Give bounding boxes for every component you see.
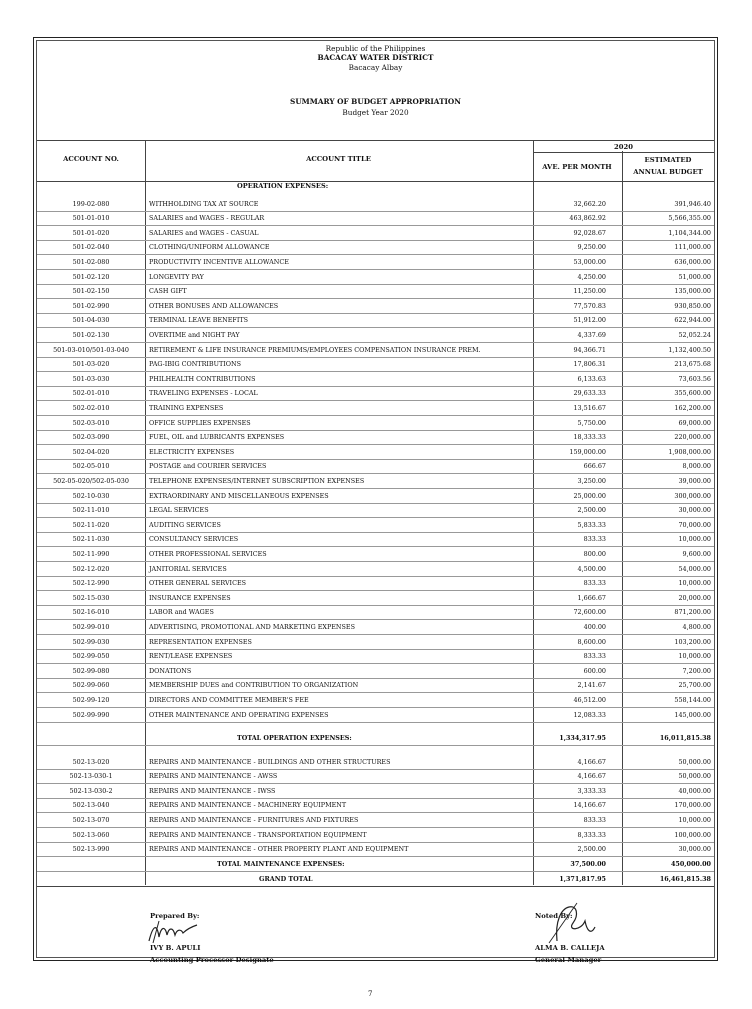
account-no-cell: 502-15-030 xyxy=(72,593,110,602)
ave-per-month-cell: 4,250.00 xyxy=(577,272,606,281)
account-title-cell: DONATIONS xyxy=(149,666,192,675)
ave-per-month-cell: 18,333.33 xyxy=(573,433,606,442)
ave-per-month-cell: 92,028.67 xyxy=(573,228,606,237)
account-title-cell: TELEPHONE EXPENSES/INTERNET SUBSCRIPTION EXPENSES xyxy=(149,476,365,485)
account-no-cell: 502-13-060 xyxy=(72,830,110,839)
col-estimated: ESTIMATED xyxy=(644,156,692,164)
account-no-cell: 502-11-030 xyxy=(72,535,110,544)
ave-per-month-cell: 833.33 xyxy=(583,535,606,544)
table-row xyxy=(37,459,714,475)
annual-budget-cell: 103,200.00 xyxy=(674,637,711,646)
maintenance-total-row xyxy=(37,856,714,872)
account-no-cell: 501-03-030 xyxy=(72,374,110,383)
account-no-cell: 502-01-010 xyxy=(72,389,110,398)
account-no-cell: 502-12-990 xyxy=(72,579,110,588)
ave-per-month-cell: 32,662.20 xyxy=(573,199,606,208)
account-title-cell: OTHER BONUSES AND ALLOWANCES xyxy=(149,301,279,310)
account-no-cell: 502-03-090 xyxy=(72,433,110,442)
annual-budget-cell: 135,000.00 xyxy=(674,287,711,296)
annual-budget-cell: 5,566,355.00 xyxy=(668,214,711,223)
account-title-cell: ADVERTISING, PROMOTIONAL AND MARKETING EXPENSES xyxy=(149,622,355,631)
header-district: BACACAY WATER DISTRICT xyxy=(317,53,434,63)
table-row xyxy=(37,284,714,300)
account-no-cell: 501-04-030 xyxy=(72,316,110,325)
table-row xyxy=(37,240,714,256)
ave-per-month-cell: 800.00 xyxy=(583,549,606,558)
account-no-cell: 502-05-010 xyxy=(72,462,110,471)
year-divider xyxy=(533,152,714,153)
account-title-cell: CLOTHING/UNIFORM ALLOWANCE xyxy=(149,243,270,252)
ave-per-month-cell: 4,166.67 xyxy=(577,757,606,766)
ave-per-month-cell: 2,500.00 xyxy=(577,506,606,515)
annual-budget-cell: 10,000.00 xyxy=(678,652,711,661)
annual-budget-cell: 4,800.00 xyxy=(682,622,711,631)
account-no-cell: 502-16-010 xyxy=(72,608,110,617)
annual-budget-cell: 39,000.00 xyxy=(678,476,711,485)
annual-budget-cell: 51,000.00 xyxy=(678,272,711,281)
table-row xyxy=(37,576,714,592)
account-title-cell: AUDITING SERVICES xyxy=(149,520,221,529)
header-title-block xyxy=(37,97,714,118)
maintenance-total-est: 450,000.00 xyxy=(670,859,711,868)
table-row xyxy=(37,517,714,533)
account-no-cell: 502-11-020 xyxy=(72,520,110,529)
account-no-cell: 501-02-120 xyxy=(72,272,110,281)
account-title-cell: EXTRAORDINARY AND MISCELLANEOUS EXPENSES xyxy=(149,491,329,500)
account-no-cell: 502-99-030 xyxy=(72,637,110,646)
account-no-cell: 502-04-020 xyxy=(72,447,110,456)
table-row xyxy=(37,590,714,606)
ave-per-month-cell: 5,750.00 xyxy=(577,418,606,427)
account-no-cell: 501-01-010 xyxy=(72,214,110,223)
annual-budget-cell: 50,000.00 xyxy=(678,757,711,766)
account-title-cell: REPAIRS AND MAINTENANCE - BUILDINGS AND OTHER STRUCTURES xyxy=(149,757,391,766)
table-row xyxy=(37,503,714,519)
account-title-cell: FUEL, OIL and LUBRICANTS EXPENSES xyxy=(149,433,285,442)
annual-budget-cell: 930,850.00 xyxy=(674,301,711,310)
account-no-cell: 502-11-010 xyxy=(72,506,110,515)
noted-position: General Manager xyxy=(535,956,602,964)
account-title-cell: REPAIRS AND MAINTENANCE - AWSS xyxy=(149,772,278,781)
table-row xyxy=(37,812,714,828)
table-row xyxy=(37,342,714,358)
table-row xyxy=(37,546,714,562)
account-no-cell: 502-13-990 xyxy=(72,845,110,854)
account-no-cell: 502-99-060 xyxy=(72,681,110,690)
table-row xyxy=(37,707,714,723)
account-no-cell: 502-99-990 xyxy=(72,710,110,719)
annual-budget-cell: 10,000.00 xyxy=(678,535,711,544)
account-no-cell: 502-99-050 xyxy=(72,652,110,661)
account-title-cell: MEMBERSHIP DUES and CONTRIBUTION TO ORGANIZATION xyxy=(149,681,359,690)
table-row xyxy=(37,254,714,270)
account-title-cell: RETIREMENT & LIFE INSURANCE PREMIUMS/EMPLOYEES COMPENSATION INSURANCE PREM. xyxy=(149,345,481,354)
maintenance-total-label: TOTAL MAINTENANCE EXPENSES: xyxy=(217,859,345,868)
account-title-cell: TRAINING EXPENSES xyxy=(149,403,224,412)
ave-per-month-cell: 11,250.00 xyxy=(573,287,606,296)
ave-per-month-cell: 94,366.71 xyxy=(573,345,606,354)
ave-per-month-cell: 3,250.00 xyxy=(577,476,606,485)
operation-total-row xyxy=(37,730,714,746)
annual-budget-cell: 1,908,000.00 xyxy=(668,447,711,456)
annual-budget-cell: 25,700.00 xyxy=(678,681,711,690)
annual-budget-cell: 391,946.40 xyxy=(674,199,711,208)
ave-per-month-cell: 8,600.00 xyxy=(577,637,606,646)
account-no-cell: 501-03-010/501-03-040 xyxy=(53,345,129,354)
grand-total-est: 16,461,815.38 xyxy=(659,874,711,883)
col-account-title: ACCOUNT TITLE xyxy=(306,155,371,163)
header-location: Bacacay Albay xyxy=(348,62,403,72)
page-number: 7 xyxy=(368,990,373,998)
table-row xyxy=(37,754,714,770)
annual-budget-cell: 8,000.00 xyxy=(682,462,711,471)
annual-budget-cell: 1,104,344.00 xyxy=(668,228,711,237)
table-row xyxy=(37,488,714,504)
account-title-cell: TERMINAL LEAVE BENEFITS xyxy=(149,316,249,325)
account-no-cell: 502-13-030-1 xyxy=(69,772,113,781)
account-title-cell: REPAIRS AND MAINTENANCE - TRANSPORTATION EQUIPMENT xyxy=(149,830,367,839)
noted-by-label: Noted By: xyxy=(535,912,573,920)
annual-budget-cell: 52,052.24 xyxy=(678,330,711,339)
ave-per-month-cell: 833.33 xyxy=(583,815,606,824)
ave-per-month-cell: 14,166.67 xyxy=(573,801,606,810)
table-row xyxy=(37,619,714,635)
table-row xyxy=(37,196,714,212)
ave-per-month-cell: 72,600.00 xyxy=(573,608,606,617)
account-no-cell: 502-13-030-2 xyxy=(69,786,113,795)
account-title-cell: LABOR and WAGES xyxy=(149,608,214,617)
account-title-cell: OTHER MAINTENANCE AND OPERATING EXPENSES xyxy=(149,710,329,719)
table-row xyxy=(37,225,714,241)
operation-total-label: TOTAL OPERATION EXPENSES: xyxy=(237,733,352,742)
table-row xyxy=(37,313,714,329)
annual-budget-cell: 50,000.00 xyxy=(678,772,711,781)
table-row xyxy=(37,386,714,402)
ave-per-month-cell: 6,133.63 xyxy=(577,374,606,383)
account-no-cell: 502-12-020 xyxy=(72,564,110,573)
account-no-cell: 502-10-030 xyxy=(72,491,110,500)
ave-per-month-cell: 5,833.33 xyxy=(577,520,606,529)
account-title-cell: CONSULTANCY SERVICES xyxy=(149,535,239,544)
annual-budget-cell: 355,600.00 xyxy=(674,389,711,398)
account-no-cell: 502-13-020 xyxy=(72,757,110,766)
ave-per-month-cell: 833.33 xyxy=(583,652,606,661)
col-year: 2020 xyxy=(614,143,633,151)
annual-budget-cell: 162,200.00 xyxy=(674,403,711,412)
annual-budget-cell: 871,200.00 xyxy=(674,608,711,617)
column-header-row xyxy=(37,140,714,182)
annual-budget-cell: 9,600.00 xyxy=(682,549,711,558)
annual-budget-cell: 170,000.00 xyxy=(674,801,711,810)
account-title-cell: PRODUCTIVITY INCENTIVE ALLOWANCE xyxy=(149,257,289,266)
account-title-cell: REPRESENTATION EXPENSES xyxy=(149,637,252,646)
ave-per-month-cell: 8,333.33 xyxy=(577,830,606,839)
table-row xyxy=(37,269,714,285)
budget-year: Budget Year 2020 xyxy=(342,108,409,118)
annual-budget-cell: 7,200.00 xyxy=(682,666,711,675)
annual-budget-cell: 69,000.00 xyxy=(678,418,711,427)
document-frame xyxy=(33,37,718,964)
table-row xyxy=(37,692,714,708)
account-no-cell: 502-99-120 xyxy=(72,695,110,704)
ave-per-month-cell: 9,250.00 xyxy=(577,243,606,252)
account-title-cell: SALARIES and WAGES - CASUAL xyxy=(149,228,259,237)
noted-name: ALMA B. CALLEJA xyxy=(535,944,605,952)
grand-total-ave: 1,371,817.95 xyxy=(559,874,606,883)
operation-total-est: 16,011,815.38 xyxy=(659,733,711,742)
maintenance-total-ave: 37,500.00 xyxy=(570,859,606,868)
account-no-cell: 501-02-130 xyxy=(72,330,110,339)
annual-budget-cell: 54,000.00 xyxy=(678,564,711,573)
table-row xyxy=(37,532,714,548)
annual-budget-cell: 70,000.00 xyxy=(678,520,711,529)
account-title-cell: OFFICE SUPPLIES EXPENSES xyxy=(149,418,251,427)
account-no-cell: 502-13-070 xyxy=(72,815,110,824)
account-no-cell: 501-03-020 xyxy=(72,360,110,369)
account-no-cell: 502-11-990 xyxy=(72,549,110,558)
account-no-cell: 502-99-010 xyxy=(72,622,110,631)
header-republic: Republic of the Philippines xyxy=(325,44,426,53)
ave-per-month-cell: 2,500.00 xyxy=(577,845,606,854)
ave-per-month-cell: 29,633.33 xyxy=(573,389,606,398)
col-ave-per-month: AVE. PER MONTH xyxy=(542,163,612,171)
table-row xyxy=(37,605,714,621)
table-row xyxy=(37,415,714,431)
table-row xyxy=(37,561,714,577)
table-row xyxy=(37,678,714,694)
table-row xyxy=(37,649,714,665)
account-no-cell: 502-02-010 xyxy=(72,403,110,412)
prepared-signature xyxy=(145,917,205,947)
account-no-cell: 501-02-150 xyxy=(72,287,110,296)
annual-budget-cell: 111,000.00 xyxy=(674,243,711,252)
table-row xyxy=(37,798,714,814)
table-row xyxy=(37,769,714,785)
ave-per-month-cell: 17,806.31 xyxy=(573,360,606,369)
ave-per-month-cell: 159,000.00 xyxy=(569,447,606,456)
annual-budget-cell: 30,000.00 xyxy=(678,506,711,515)
account-title-cell: REPAIRS AND MAINTENANCE - IWSS xyxy=(149,786,276,795)
annual-budget-cell: 636,000.00 xyxy=(674,257,711,266)
account-title-cell: REPAIRS AND MAINTENANCE - FURNITURES AND FIXTURES xyxy=(149,815,359,824)
account-no-cell: 502-05-020/502-05-030 xyxy=(53,476,129,485)
account-title-cell: POSTAGE and COURIER SERVICES xyxy=(149,462,267,471)
annual-budget-cell: 40,000.00 xyxy=(678,786,711,795)
account-title-cell: ELECTRICITY EXPENSES xyxy=(149,447,235,456)
summary-title: SUMMARY OF BUDGET APPROPRIATION xyxy=(290,97,461,106)
account-no-cell: 199-02-080 xyxy=(72,199,110,208)
table-row xyxy=(37,211,714,227)
table-row xyxy=(37,298,714,314)
account-title-cell: OVERTIME and NIGHT PAY xyxy=(149,330,240,339)
annual-budget-cell: 10,000.00 xyxy=(678,815,711,824)
table-row xyxy=(37,663,714,679)
ave-per-month-cell: 400.00 xyxy=(583,622,606,631)
account-title-cell: REPAIRS AND MAINTENANCE - OTHER PROPERTY PLANT AND EQUIPMENT xyxy=(149,845,409,854)
annual-budget-cell: 220,000.00 xyxy=(674,433,711,442)
prepared-position: Accounting Processor Designate xyxy=(150,956,274,964)
ave-per-month-cell: 666.67 xyxy=(583,462,606,471)
ave-per-month-cell: 53,000.00 xyxy=(573,257,606,266)
ave-per-month-cell: 51,912.00 xyxy=(573,316,606,325)
col-annual-budget: ANNUAL BUDGET xyxy=(633,168,703,176)
table-row xyxy=(37,400,714,416)
account-no-cell: 502-03-010 xyxy=(72,418,110,427)
annual-budget-cell: 558,144.00 xyxy=(674,695,711,704)
account-no-cell: 501-02-990 xyxy=(72,301,110,310)
header-block xyxy=(37,44,714,72)
table-row xyxy=(37,473,714,489)
account-title-cell: REPAIRS AND MAINTENANCE - MACHINERY EQUIPMENT xyxy=(149,801,347,810)
table-row xyxy=(37,783,714,799)
ave-per-month-cell: 463,862.92 xyxy=(569,214,606,223)
table-row xyxy=(37,827,714,843)
annual-budget-cell: 622,944.00 xyxy=(674,316,711,325)
prepared-by-label: Prepared By: xyxy=(150,912,200,920)
account-no-cell: 502-99-080 xyxy=(72,666,110,675)
ave-per-month-cell: 4,500.00 xyxy=(577,564,606,573)
account-no-cell: 501-01-020 xyxy=(72,228,110,237)
account-title-cell: WITHHOLDING TAX AT SOURCE xyxy=(149,199,259,208)
grand-total-row xyxy=(37,871,714,887)
account-title-cell: OTHER PROFESSIONAL SERVICES xyxy=(149,549,267,558)
ave-per-month-cell: 833.33 xyxy=(583,579,606,588)
account-title-cell: LEGAL SERVICES xyxy=(149,506,209,515)
table-row xyxy=(37,371,714,387)
ave-per-month-cell: 46,512.00 xyxy=(573,695,606,704)
col-account-no: ACCOUNT NO. xyxy=(63,155,119,163)
annual-budget-cell: 20,000.00 xyxy=(678,593,711,602)
account-title-cell: TRAVELING EXPENSES - LOCAL xyxy=(149,389,258,398)
account-title-cell: SALARIES and WAGES - REGULAR xyxy=(149,214,265,223)
table-row xyxy=(37,634,714,650)
annual-budget-cell: 213,675.68 xyxy=(674,360,711,369)
account-title-cell: DIRECTORS AND COMMITTEE MEMBER'S FEE xyxy=(149,695,309,704)
table-row xyxy=(37,327,714,343)
ave-per-month-cell: 12,083.33 xyxy=(573,710,606,719)
ave-per-month-cell: 25,000.00 xyxy=(573,491,606,500)
table-row xyxy=(37,357,714,373)
account-title-cell: OTHER GENERAL SERVICES xyxy=(149,579,247,588)
operation-section-label: OPERATION EXPENSES: xyxy=(237,182,329,190)
annual-budget-cell: 30,000.00 xyxy=(678,845,711,854)
annual-budget-cell: 145,000.00 xyxy=(674,710,711,719)
table-row xyxy=(37,842,714,858)
ave-per-month-cell: 13,516.67 xyxy=(573,403,606,412)
operation-total-ave: 1,334,317.95 xyxy=(559,733,606,742)
annual-budget-cell: 73,603.56 xyxy=(678,374,711,383)
ave-per-month-cell: 2,141.67 xyxy=(577,681,606,690)
ave-per-month-cell: 600.00 xyxy=(583,666,606,675)
ave-per-month-cell: 77,570.83 xyxy=(573,301,606,310)
ave-per-month-cell: 3,333.33 xyxy=(577,786,606,795)
grand-total-label: GRAND TOTAL xyxy=(259,874,313,883)
account-title-cell: PAG-IBIG CONTRIBUTIONS xyxy=(149,360,241,369)
account-title-cell: JANITORIAL SERVICES xyxy=(149,564,227,573)
annual-budget-cell: 1,132,400.50 xyxy=(668,345,711,354)
document-inner-border xyxy=(36,40,715,964)
prepared-name: IVY B. APULI xyxy=(150,944,201,952)
table-row xyxy=(37,430,714,446)
account-title-cell: RENT/LEASE EXPENSES xyxy=(149,652,233,661)
account-title-cell: INSURANCE EXPENSES xyxy=(149,593,231,602)
account-no-cell: 501-02-080 xyxy=(72,257,110,266)
ave-per-month-cell: 4,337.69 xyxy=(577,330,606,339)
account-no-cell: 501-02-040 xyxy=(72,243,110,252)
ave-per-month-cell: 1,666.67 xyxy=(577,593,606,602)
annual-budget-cell: 10,000.00 xyxy=(678,579,711,588)
account-title-cell: LONGEVITY PAY xyxy=(149,272,204,281)
annual-budget-cell: 300,000.00 xyxy=(674,491,711,500)
account-title-cell: PHILHEALTH CONTRIBUTIONS xyxy=(149,374,256,383)
account-no-cell: 502-13-040 xyxy=(72,801,110,810)
table-row xyxy=(37,444,714,460)
ave-per-month-cell: 4,166.67 xyxy=(577,772,606,781)
account-title-cell: CASH GIFT xyxy=(149,287,187,296)
annual-budget-cell: 100,000.00 xyxy=(674,830,711,839)
